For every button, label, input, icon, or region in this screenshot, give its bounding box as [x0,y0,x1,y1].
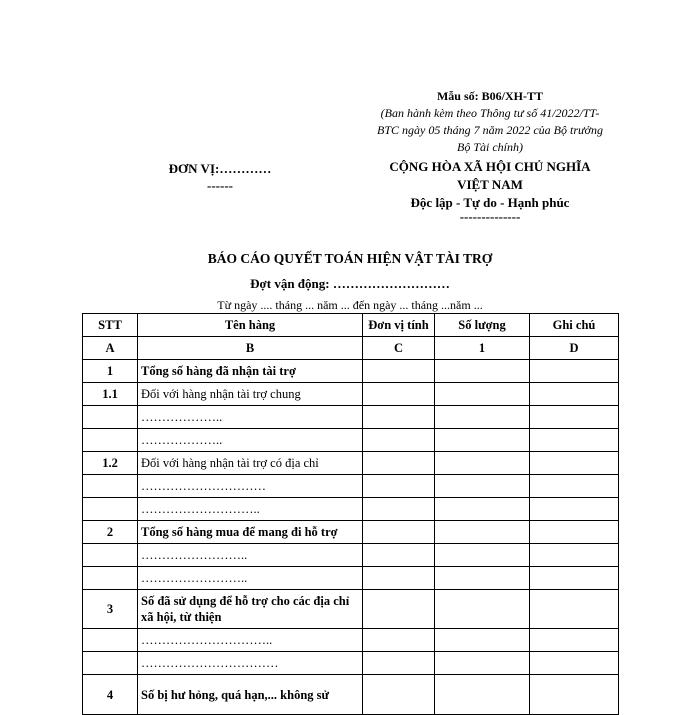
unit-label: ĐƠN VỊ:………… [168,161,272,176]
header-quantity: Số lượng [435,314,530,337]
row-quantity [435,652,530,675]
row-unit [363,629,435,652]
row-stt [83,652,138,675]
row-quantity [435,567,530,590]
row-note [530,383,619,406]
nation-line-2: VIỆT NAM [457,177,523,192]
row-note [530,675,619,715]
row-quantity [435,544,530,567]
form-note-line-3: Bộ Tài chính) [457,140,523,154]
code-unit: C [363,337,435,360]
row-unit [363,590,435,629]
table-row [83,406,619,429]
report-table [82,313,619,715]
table-row [83,452,619,475]
row-stt [83,429,138,452]
row-quantity [435,360,530,383]
unit-dashes: ------ [207,178,233,193]
row-unit [363,675,435,715]
row-note [530,521,619,544]
row-quantity [435,383,530,406]
row-item-name: ………………………… [138,475,363,498]
table-row [83,590,619,629]
row-note [530,629,619,652]
table-row [83,629,619,652]
row-unit [363,452,435,475]
row-stt [83,544,138,567]
row-note [530,406,619,429]
row-quantity [435,452,530,475]
code-note: D [530,337,619,360]
row-stt [83,406,138,429]
row-stt: 1 [83,360,138,383]
row-note [530,590,619,629]
row-note [530,567,619,590]
code-stt: A [83,337,138,360]
table-row [83,429,619,452]
row-stt [83,475,138,498]
form-note-line-1: (Ban hành kèm theo Thông tư số 41/2022/TT- [380,106,600,120]
row-stt: 3 [83,590,138,629]
row-unit [363,383,435,406]
row-note [530,452,619,475]
row-stt [83,498,138,521]
motto-dashes: -------------- [459,209,521,224]
row-item-name: Số đã sử dụng để hỗ trợ cho các địa chỉ xã hội, từ thiện [138,590,363,629]
row-unit [363,475,435,498]
row-stt [83,629,138,652]
table-row [83,475,619,498]
row-item-name: Đối với hàng nhận tài trợ chung [138,383,363,406]
row-item-name: ……………….. [138,406,363,429]
row-stt: 1.2 [83,452,138,475]
row-quantity [435,590,530,629]
row-note [530,652,619,675]
table-row [83,652,619,675]
nation-block [355,158,625,222]
form-code: Mẫu số: B06/XH-TT [436,89,543,103]
report-table-body [83,314,619,715]
row-item-name: ………………………….. [138,629,363,652]
row-quantity [435,675,530,715]
row-unit [363,544,435,567]
row-quantity [435,475,530,498]
row-stt: 2 [83,521,138,544]
row-item-name: Số bị hư hỏng, quá hạn,... không sử [138,675,363,715]
row-unit [363,652,435,675]
table-row [83,521,619,544]
row-note [530,544,619,567]
row-quantity [435,406,530,429]
row-item-name: …………………….. [138,544,363,567]
nation-line-1: CỘNG HÒA XÃ HỘI CHỦ NGHĨA [389,159,591,174]
table-row [83,567,619,590]
row-quantity [435,629,530,652]
code-name: B [138,337,363,360]
code-quantity: 1 [435,337,530,360]
table-row [83,544,619,567]
row-item-name: Tổng số hàng đã nhận tài trợ [138,360,363,383]
table-row [83,498,619,521]
row-note [530,429,619,452]
table-row [83,360,619,383]
row-unit [363,406,435,429]
row-quantity [435,498,530,521]
row-unit [363,567,435,590]
campaign-line: Đợt vận động: ……………………… [250,276,450,291]
row-stt: 1.1 [83,383,138,406]
row-unit [363,360,435,383]
table-code-row [83,337,619,360]
row-unit [363,521,435,544]
table-row [83,675,619,715]
row-stt [83,567,138,590]
row-note [530,360,619,383]
form-info [350,88,630,156]
row-stt: 4 [83,675,138,715]
form-note-line-2: BTC ngày 05 tháng 7 năm 2022 của Bộ trưởng [377,123,603,137]
header-name: Tên hàng [138,314,363,337]
period-line: Từ ngày .... tháng ... năm ... đến ngày ... tháng ...năm ... [217,298,483,312]
row-unit [363,429,435,452]
row-note [530,498,619,521]
row-item-name: ……………………….. [138,498,363,521]
row-quantity [435,521,530,544]
unit-block [150,160,290,194]
header-note: Ghi chú [530,314,619,337]
table-row [83,383,619,406]
motto: Độc lập - Tự do - Hạnh phúc [410,195,570,210]
row-quantity [435,429,530,452]
report-title: BÁO CÁO QUYẾT TOÁN HIỆN VẬT TÀI TRỢ [207,251,493,266]
row-item-name: …………………….. [138,567,363,590]
header-unit: Đơn vị tính [363,314,435,337]
row-note [530,475,619,498]
row-unit [363,498,435,521]
header-stt: STT [83,314,138,337]
table-header-row [83,314,619,337]
row-item-name: Tổng số hàng mua để mang đi hỗ trợ [138,521,363,544]
row-item-name: Đối với hàng nhận tài trợ có địa chỉ [138,452,363,475]
row-item-name: ……………….. [138,429,363,452]
row-item-name: …………………………… [138,652,363,675]
